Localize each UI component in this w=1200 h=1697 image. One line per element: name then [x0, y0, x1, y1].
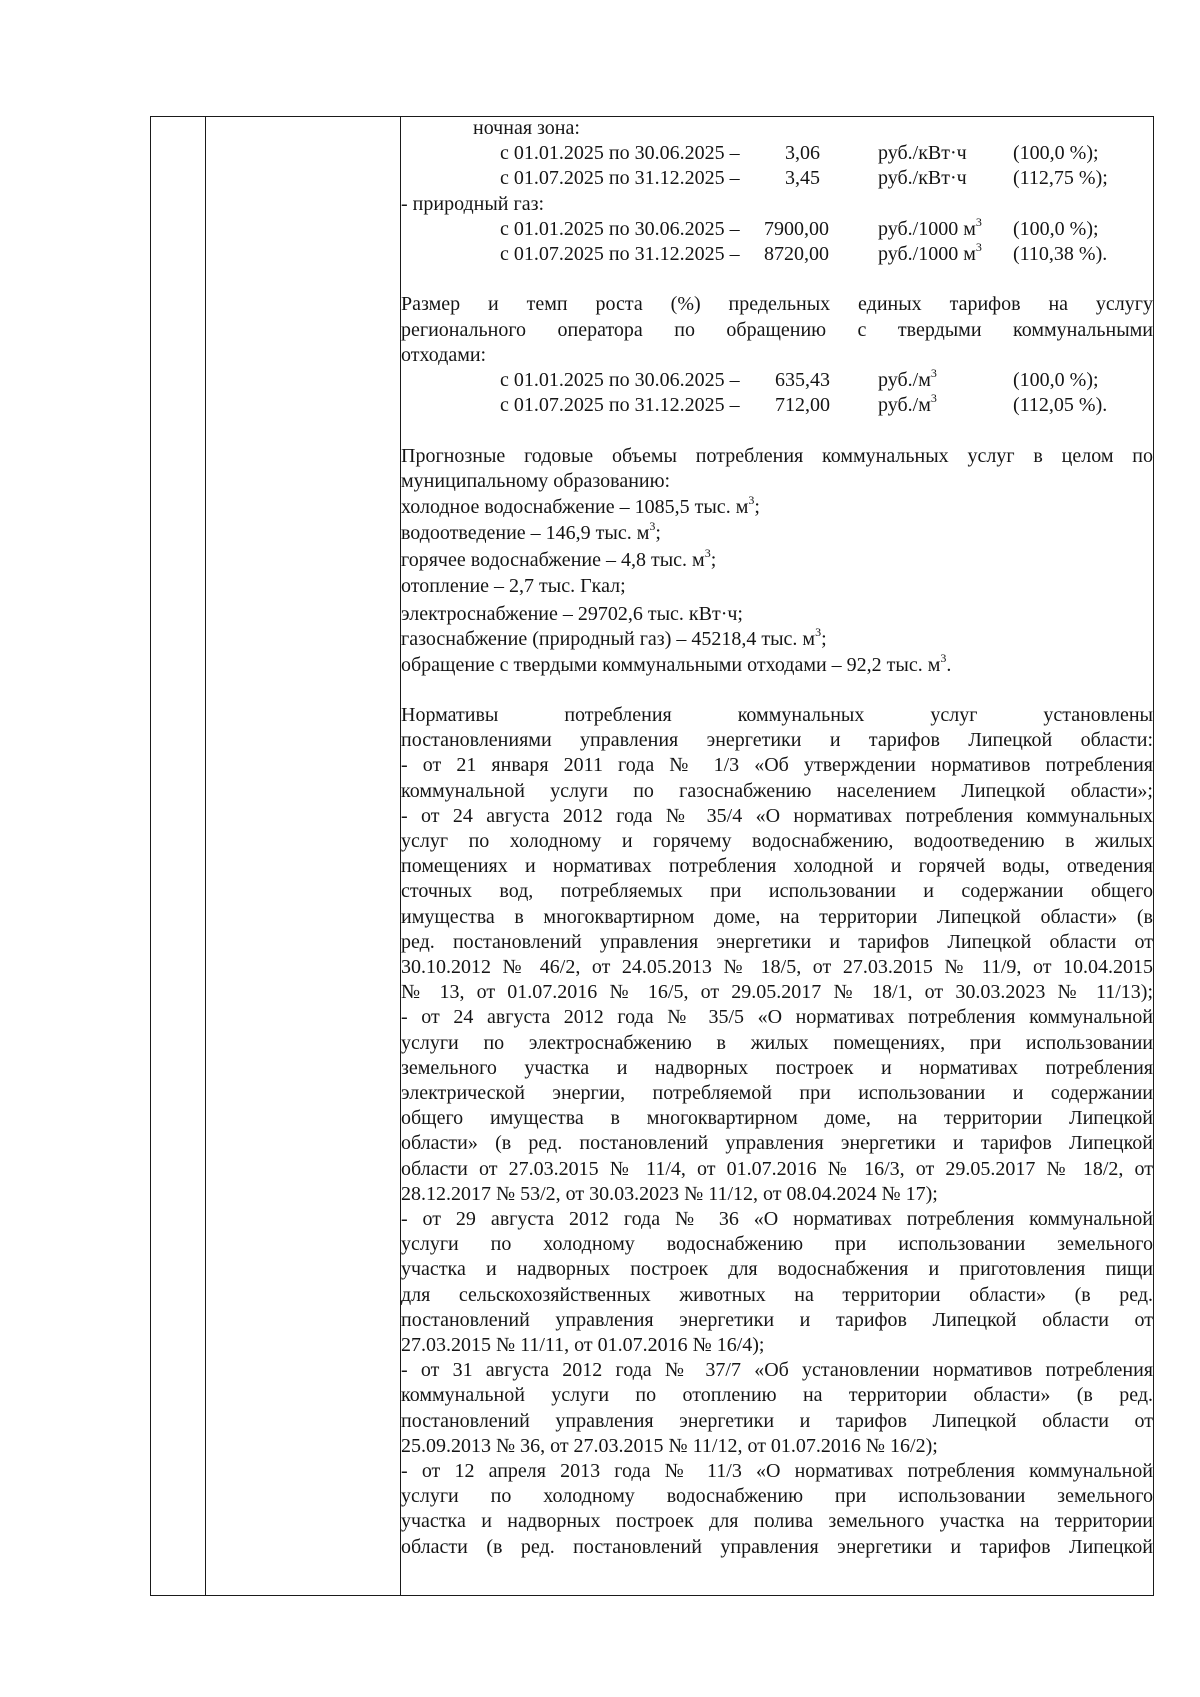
norms-line: постановлений управления энергетики и тарифов Липецкой области от — [401, 1309, 1153, 1331]
norms-line: сточных вод, потребляемых при использовании и содержании общего — [401, 880, 1153, 902]
norms-line: области (в ред. постановлений управления энергетики и тарифов Липецкой — [401, 1536, 1153, 1558]
norms-line: области от 27.03.2015 № 11/4, от 01.07.2016 № 16/3, от 29.05.2017 № 18/2, от — [401, 1158, 1153, 1180]
norms-line: помещениях и нормативах потребления холодной и горячей воды, отведения — [401, 855, 1153, 877]
waste-paragraph-line: Размер и темп роста (%) предельных единых тарифов на услугу — [401, 293, 1153, 315]
norms-line: общего имущества в многоквартирном доме, на территории Липецкой — [401, 1107, 1153, 1129]
norms-line: услуги по электроснабжению в жилых помещениях, при использовании — [401, 1032, 1153, 1054]
norms-line: услуги по холодному водоснабжению при использовании земельного — [401, 1233, 1153, 1255]
norms-line: 28.12.2017 № 53/2, от 30.03.2023 № 11/12, от 08.04.2024 № 17); — [401, 1183, 938, 1205]
norms-line: 30.10.2012 № 46/2, от 24.05.2013 № 18/5, от 27.03.2015 № 11/9, от 10.04.2015 — [401, 956, 1153, 978]
column-divider-1 — [205, 117, 206, 1595]
norms-line: участка и надворных построек для водоснабжения и приготовления пищи — [401, 1258, 1153, 1280]
norms-line: ред. постановлений управления энергетики и тарифов Липецкой области от — [401, 931, 1153, 953]
night-zone-label: ночная зона: — [473, 117, 580, 139]
norms-line: области» (в ред. постановлений управления энергетики и тарифов Липецкой — [401, 1132, 1153, 1154]
norms-line: - от 31 августа 2012 года № 37/7 «Об установлении нормативов потребления — [401, 1359, 1153, 1381]
norms-line: - от 24 августа 2012 года № 35/4 «О нормативах потребления коммунальных — [401, 805, 1153, 827]
norms-line: постановлениями управления энергетики и тарифов Липецкой области: — [401, 729, 1153, 751]
norms-line: - от 12 апреля 2013 года № 11/3 «О нормативах потребления коммунальной — [401, 1460, 1153, 1482]
volumes-intro-line: Прогнозные годовые объемы потребления коммунальных услуг в целом по — [401, 445, 1153, 467]
norms-line: постановлений управления энергетики и тарифов Липецкой области от — [401, 1410, 1153, 1432]
norms-line: № 13, от 01.07.2016 № 16/5, от 29.05.2017 № 18/1, от 30.03.2023 № 11/13); — [401, 981, 1153, 1003]
tariff-row: с 01.01.2025 по 30.06.2025 – 3,06 руб./кВт·ч (100,0 %); — [500, 142, 1099, 164]
volume-item: электроснабжение – 29702,6 тыс. кВт·ч; — [401, 603, 743, 625]
volume-item: обращение с твердыми коммунальными отходами – 92,2 тыс. $м^3$. — [401, 651, 952, 676]
volume-item: горячее водоснабжение – 4,8 тыс. $м^3$; — [401, 546, 717, 571]
tariff-row: с 01.01.2025 по 30.06.2025 – 635,43 $руб./м^3$ (100,0 %); — [500, 366, 1099, 391]
norms-line: коммунальной услуги по отоплению на территории области» (в ред. — [401, 1384, 1153, 1406]
norms-line: имущества в многоквартирном доме, на территории Липецкой области» (в — [401, 906, 1153, 928]
norms-line: 27.03.2015 № 11/11, от 01.07.2016 № 16/4); — [401, 1334, 765, 1356]
waste-paragraph-line: отходами: — [401, 344, 487, 366]
volume-item: водоотведение – 146,9 тыс. $м^3$; — [401, 519, 661, 544]
norms-line: Нормативы потребления коммунальных услуг установлены — [401, 704, 1153, 726]
volume-item: холодное водоснабжение – 1085,5 тыс. $м^3$; — [401, 493, 760, 518]
table-cell-text — [401, 116, 1153, 1596]
volume-item: отопление – 2,7 тыс. Гкал; — [401, 575, 626, 597]
norms-line: - от 29 августа 2012 года № 36 «О нормативах потребления коммунальной — [401, 1208, 1153, 1230]
norms-line: - от 21 января 2011 года № 1/3 «Об утверждении нормативов потребления — [401, 754, 1153, 776]
volumes-intro-line: муниципальному образованию: — [401, 470, 671, 492]
tariff-row: с 01.07.2025 по 31.12.2025 – 712,00 $руб./м^3$ (112,05 %). — [500, 391, 1108, 416]
norms-line: земельного участка и надворных построек и нормативах потребления — [401, 1057, 1153, 1079]
norms-line: услуги по холодному водоснабжению при использовании земельного — [401, 1485, 1153, 1507]
volume-item: газоснабжение (природный газ) – 45218,4 тыс. $м^3$; — [401, 625, 827, 650]
norms-line: для сельскохозяйственных животных на территории области» (в ред. — [401, 1284, 1153, 1306]
norms-line: 25.09.2013 № 36, от 27.03.2015 № 11/12, от 01.07.2016 № 16/2); — [401, 1435, 938, 1457]
norms-line: - от 24 августа 2012 года № 35/5 «О нормативах потребления коммунальной — [401, 1006, 1153, 1028]
norms-line: электрической энергии, потребляемой при использовании и содержании — [401, 1082, 1153, 1104]
norms-line: коммунальной услуги по газоснабжению населением Липецкой области»; — [401, 780, 1153, 802]
norms-line: участка и надворных построек для полива земельного участка на территории — [401, 1510, 1153, 1532]
gas-label: - природный газ: — [401, 193, 545, 215]
tariff-row: с 01.01.2025 по 30.06.2025 – 7900,00 руб./1000 $м^3$ (100,0 %); — [500, 215, 1099, 240]
norms-line: услуг по холодному и горячему водоснабжению, водоотведению в жилых — [401, 830, 1153, 852]
waste-paragraph-line: регионального оператора по обращению с твердыми коммунальными — [401, 319, 1153, 341]
tariff-row: с 01.07.2025 по 31.12.2025 – 3,45 руб./кВт·ч (112,75 %); — [500, 167, 1108, 189]
tariff-row: с 01.07.2025 по 31.12.2025 – 8720,00 руб./1000 $м^3$ (110,38 %). — [500, 240, 1108, 265]
